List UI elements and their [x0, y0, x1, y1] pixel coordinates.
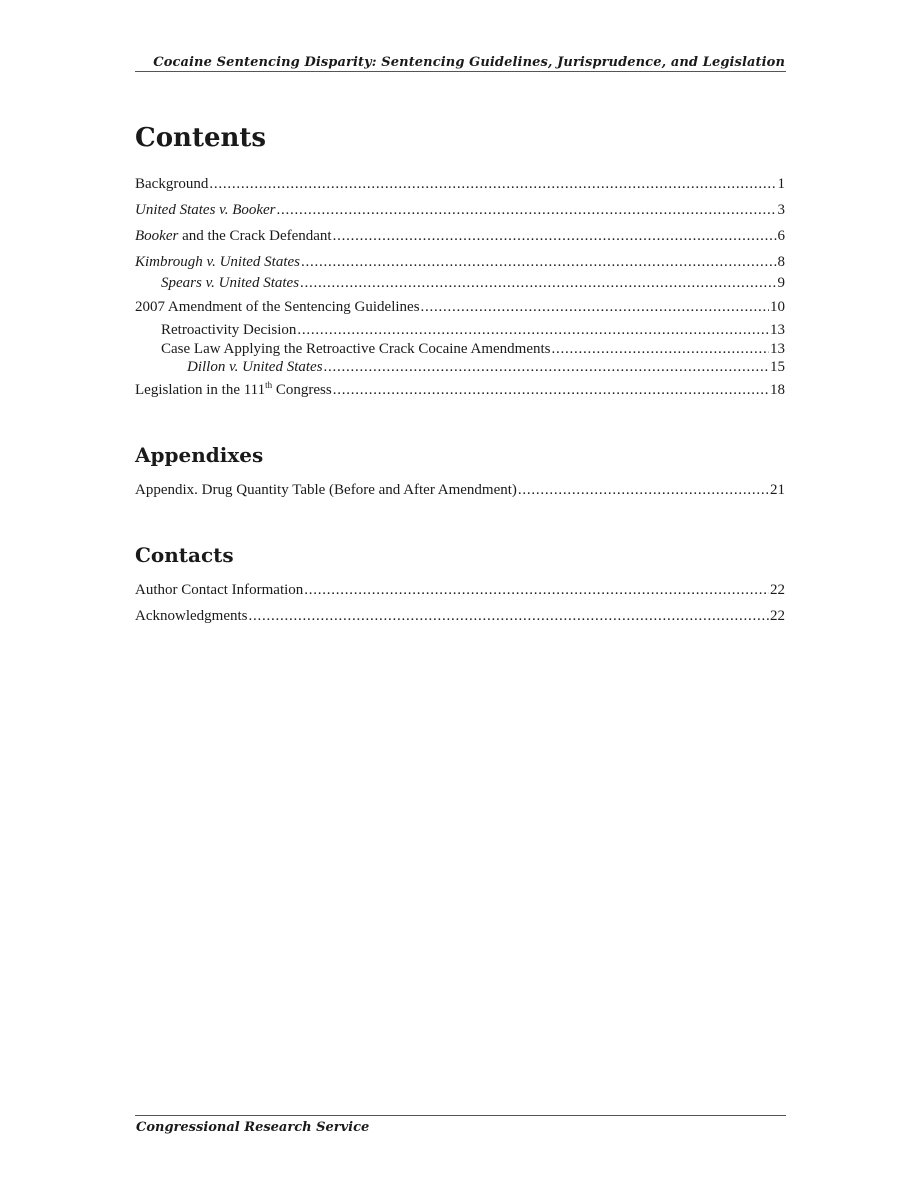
contents-heading: Contents — [135, 123, 267, 153]
toc-entry-title — [135, 382, 332, 399]
toc-entry-spears[interactable] — [135, 275, 785, 292]
toc-entry-title: Author Contact Information — [135, 582, 304, 598]
toc-entry-background[interactable] — [135, 176, 785, 193]
toc-entry-2007-amendment[interactable] — [135, 299, 785, 316]
toc-leader-dots — [551, 341, 769, 358]
running-footer: Congressional Research Service — [136, 1120, 370, 1135]
running-header: Cocaine Sentencing Disparity: Sentencing Guidelines, Jurisprudence, and Legislation — [153, 55, 785, 70]
toc-entry-title-italic: Booker — [135, 228, 179, 244]
appendixes-heading: Appendixes — [135, 443, 264, 467]
ordinal-superscript: th — [265, 380, 273, 390]
footer-rule — [135, 1115, 786, 1116]
toc-entry-page: 18 — [770, 382, 785, 398]
toc-entry-retroactivity[interactable] — [135, 322, 785, 339]
toc-entry-title: Appendix. Drug Quantity Table (Before and After Amendment) — [135, 482, 517, 498]
toc-entry-page: 9 — [777, 275, 785, 291]
toc-leader-dots — [297, 322, 769, 339]
toc-entry-title: Spears v. United States — [161, 275, 300, 291]
toc-entry-title-post: Congress — [272, 382, 332, 398]
toc-entry-page: 1 — [777, 176, 785, 192]
toc-leader-dots — [209, 176, 776, 193]
toc-entry-title-pre: Legislation in the 111 — [135, 382, 266, 398]
toc-leader-dots — [304, 582, 769, 599]
toc-leader-dots — [324, 359, 769, 376]
toc-leader-dots — [518, 482, 769, 499]
toc-entry-page: 13 — [770, 322, 785, 338]
toc-entry-title: Dillon v. United States — [187, 359, 323, 375]
contacts-section — [135, 544, 785, 567]
toc-entry-page: 15 — [770, 359, 785, 375]
toc-entry-title: Retroactivity Decision — [161, 322, 297, 338]
toc-entry-page: 21 — [770, 482, 785, 498]
toc-entry-title — [135, 228, 332, 245]
contacts-heading: Contacts — [135, 543, 234, 567]
toc-leader-dots — [333, 228, 777, 245]
toc-entry-title: Background — [135, 176, 209, 192]
toc-leader-dots — [421, 299, 769, 316]
toc-entry-case-law[interactable] — [135, 341, 785, 358]
toc-entry-us-v-booker[interactable] — [135, 202, 785, 219]
toc-entry-legislation[interactable] — [135, 382, 785, 399]
toc-entry-page: 10 — [770, 299, 785, 315]
toc-leader-dots — [300, 275, 776, 292]
toc-entry-page: 8 — [777, 254, 785, 270]
toc-entry-title-rest: and the Crack Defendant — [178, 228, 332, 244]
toc-entry-page: 22 — [770, 608, 785, 624]
contents-section — [135, 124, 785, 154]
toc-leader-dots — [277, 202, 777, 219]
toc-entry-booker-crack-defendant[interactable] — [135, 228, 785, 245]
toc-entry-page: 13 — [770, 341, 785, 357]
toc-entry-page: 6 — [777, 228, 785, 244]
toc-entry-title: 2007 Amendment of the Sentencing Guidelines — [135, 299, 420, 315]
toc-leader-dots — [333, 382, 769, 399]
toc-entry-author-contact[interactable] — [135, 582, 785, 599]
toc-entry-appendix-drug-table[interactable] — [135, 482, 785, 499]
toc-leader-dots — [301, 254, 777, 271]
appendixes-section — [135, 444, 785, 467]
toc-entry-dillon[interactable] — [135, 359, 785, 376]
toc-entry-title: Acknowledgments — [135, 608, 248, 624]
header-rule — [135, 71, 786, 72]
toc-leader-dots — [248, 608, 769, 625]
toc-entry-page: 3 — [777, 202, 785, 218]
toc-entry-title: United States v. Booker — [135, 202, 276, 218]
toc-entry-acknowledgments[interactable] — [135, 608, 785, 625]
toc-entry-kimbrough[interactable] — [135, 254, 785, 271]
toc-entry-title: Kimbrough v. United States — [135, 254, 300, 270]
toc-entry-title: Case Law Applying the Retroactive Crack Cocaine Amendments — [161, 341, 551, 357]
toc-entry-page: 22 — [770, 582, 785, 598]
